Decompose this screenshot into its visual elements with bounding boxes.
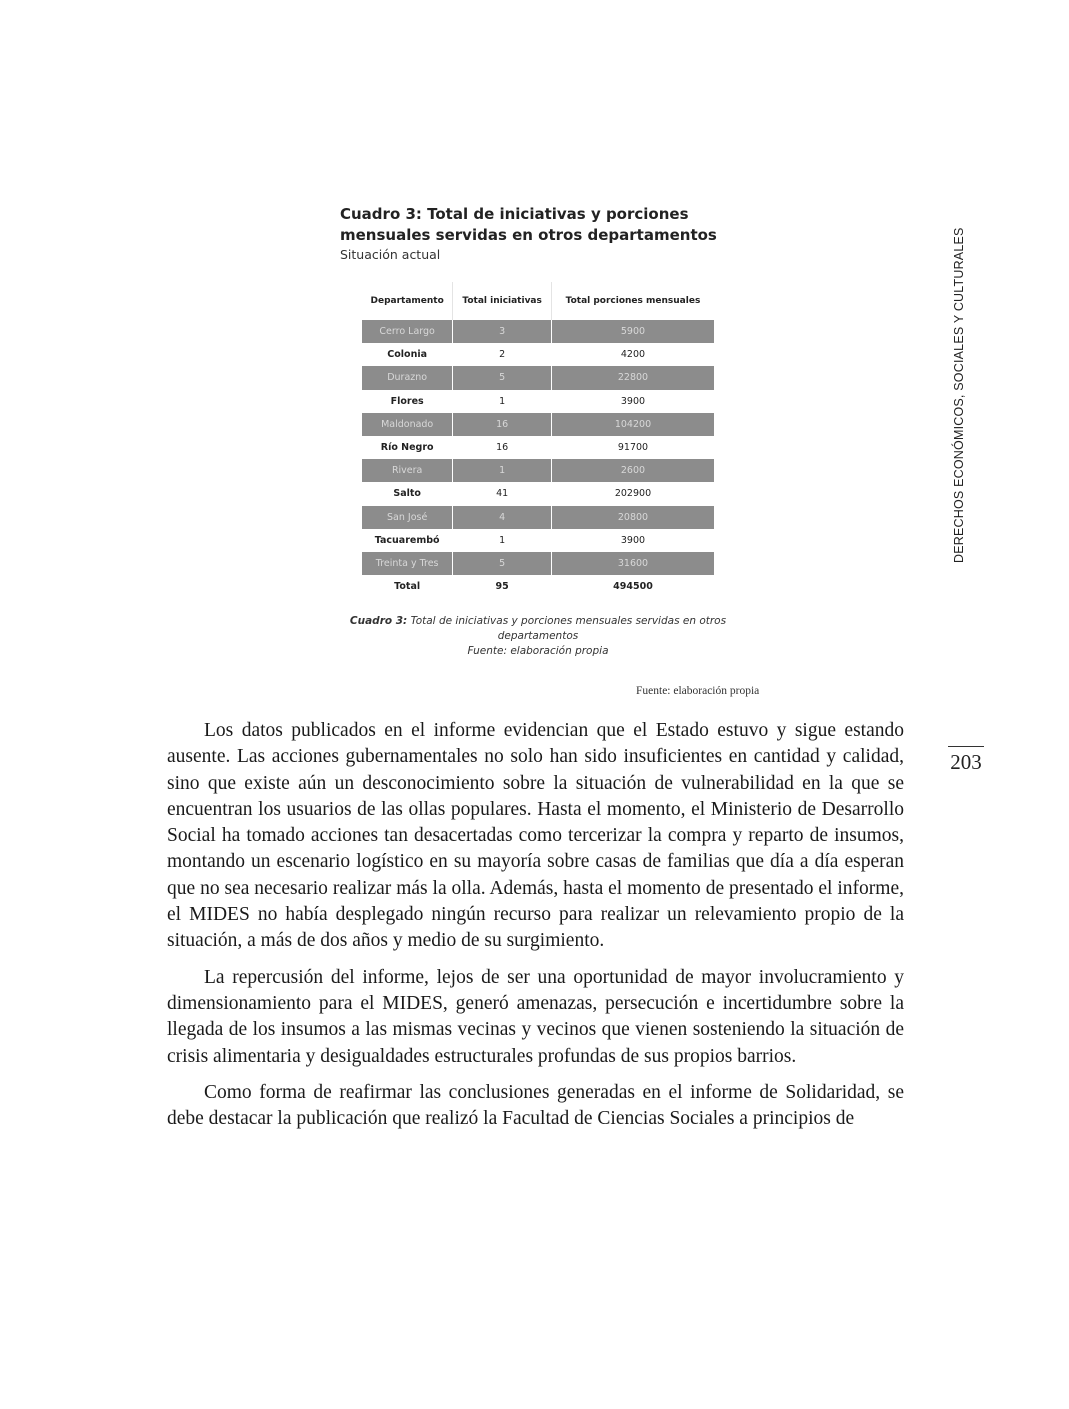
table-row xyxy=(362,459,714,482)
caption-text: Total de iniciativas y porciones mensuales servidas en otros departamentos xyxy=(410,615,727,642)
data-table xyxy=(362,282,714,598)
source-note: Fuente: elaboración propia xyxy=(636,685,760,697)
table-row xyxy=(362,529,714,552)
table-cell: 5 xyxy=(453,552,552,575)
table-cell: 2 xyxy=(453,343,552,366)
total-cell: Total xyxy=(362,575,453,598)
table-cell: 4 xyxy=(453,506,552,529)
table-cell: 1 xyxy=(453,459,552,482)
table-cell: Flores xyxy=(362,390,453,413)
table-row xyxy=(362,343,714,366)
table-figure xyxy=(318,204,758,657)
table-row xyxy=(362,436,714,459)
table-row xyxy=(362,482,714,505)
table-cell: 20800 xyxy=(551,506,714,529)
table-row xyxy=(362,320,714,343)
column-header: Total iniciativas xyxy=(453,282,552,320)
paragraph: Los datos publicados en el informe evidencian que el Estado estuvo y sigue estando ausente. Las acciones gubernamentales no solo han sido insuficientes en cantidad y calidad, sino que existe aún un desconocimiento sobre la situación de vulnerabilidad en la que se encuentran los usuarios de las ollas populares. Hasta el momento, el Ministerio de Desarrollo Social ha tomado acciones tan desacertadas como tercerizar la compra y reparto de insumos, montando un escenario logístico en su mayoría sobre casas de familias que día a día esperan que no sea necesario realizar más la olla. Además, hasta el momento de presentado el informe, el MIDES no había desplegado ningún recurso para realizar un relevamiento propio de la situación, a más de dos años y medio de su surgimiento. xyxy=(167,720,904,952)
table-cell: 3 xyxy=(453,320,552,343)
table-cell: 1 xyxy=(453,529,552,552)
table-cell: 16 xyxy=(453,436,552,459)
table-row xyxy=(362,366,714,389)
table-cell: 202900 xyxy=(551,482,714,505)
total-cell: 494500 xyxy=(551,575,714,598)
column-header: Total porciones mensuales xyxy=(551,282,714,320)
table-cell: 41 xyxy=(453,482,552,505)
figure-title: Cuadro 3: Total de iniciativas y porciones mensuales servidas en otros departamentos xyxy=(340,205,717,244)
table-cell: 5900 xyxy=(551,320,714,343)
table-total-row xyxy=(362,575,714,598)
table-cell: Treinta y Tres xyxy=(362,552,453,575)
caption-label: Cuadro 3: xyxy=(349,615,408,627)
table-cell: San José xyxy=(362,506,453,529)
table-cell: Tacuarembó xyxy=(362,529,453,552)
table-cell: Colonia xyxy=(362,343,453,366)
table-cell: 22800 xyxy=(551,366,714,389)
table-cell: Durazno xyxy=(362,366,453,389)
column-header: Departamento xyxy=(370,296,444,306)
table-cell: Rivera xyxy=(362,459,453,482)
table-header-row xyxy=(362,282,714,320)
body-text xyxy=(167,718,904,1142)
page-number: 203 xyxy=(948,746,984,775)
table-row xyxy=(362,390,714,413)
table-cell: 3900 xyxy=(551,529,714,552)
table-cell: Cerro Largo xyxy=(362,320,453,343)
figure-subtitle: Situación actual xyxy=(340,247,441,262)
table-cell: 2600 xyxy=(551,459,714,482)
table-cell: Salto xyxy=(362,482,453,505)
section-side-label: DERECHOS ECONÓMICOS, SOCIALES Y CULTURALES xyxy=(952,227,966,563)
table-cell: 3900 xyxy=(551,390,714,413)
paragraph: Como forma de reafirmar las conclusiones generadas en el informe de Solidaridad, se debe destacar la publicación que realizó la Facultad de Ciencias Sociales a principios de xyxy=(167,1081,904,1130)
table-cell: Maldonado xyxy=(362,413,453,436)
table-cell: 1 xyxy=(453,390,552,413)
table-cell: 91700 xyxy=(551,436,714,459)
table-row xyxy=(362,413,714,436)
table-row xyxy=(362,552,714,575)
table-cell: Río Negro xyxy=(362,436,453,459)
table-cell: 5 xyxy=(453,366,552,389)
table-cell: 104200 xyxy=(551,413,714,436)
table-cell: 31600 xyxy=(551,552,714,575)
figure-caption xyxy=(318,614,758,659)
table-row xyxy=(362,506,714,529)
table-cell: 16 xyxy=(453,413,552,436)
caption-source: Fuente: elaboración propia xyxy=(467,645,609,657)
total-cell: 95 xyxy=(453,575,552,598)
table-cell: 4200 xyxy=(551,343,714,366)
table-body xyxy=(362,320,714,598)
paragraph: La repercusión del informe, lejos de ser una oportunidad de mayor involucramiento y dimensionamiento para el MIDES, generó amenazas, persecución e incertidumbre sobre la llegada de los insumos a las mismas vecinas y vecinos que vienen sosteniendo la situación de crisis alimentaria y desigualdades estructurales profundas de sus propios barrios. xyxy=(167,966,904,1067)
